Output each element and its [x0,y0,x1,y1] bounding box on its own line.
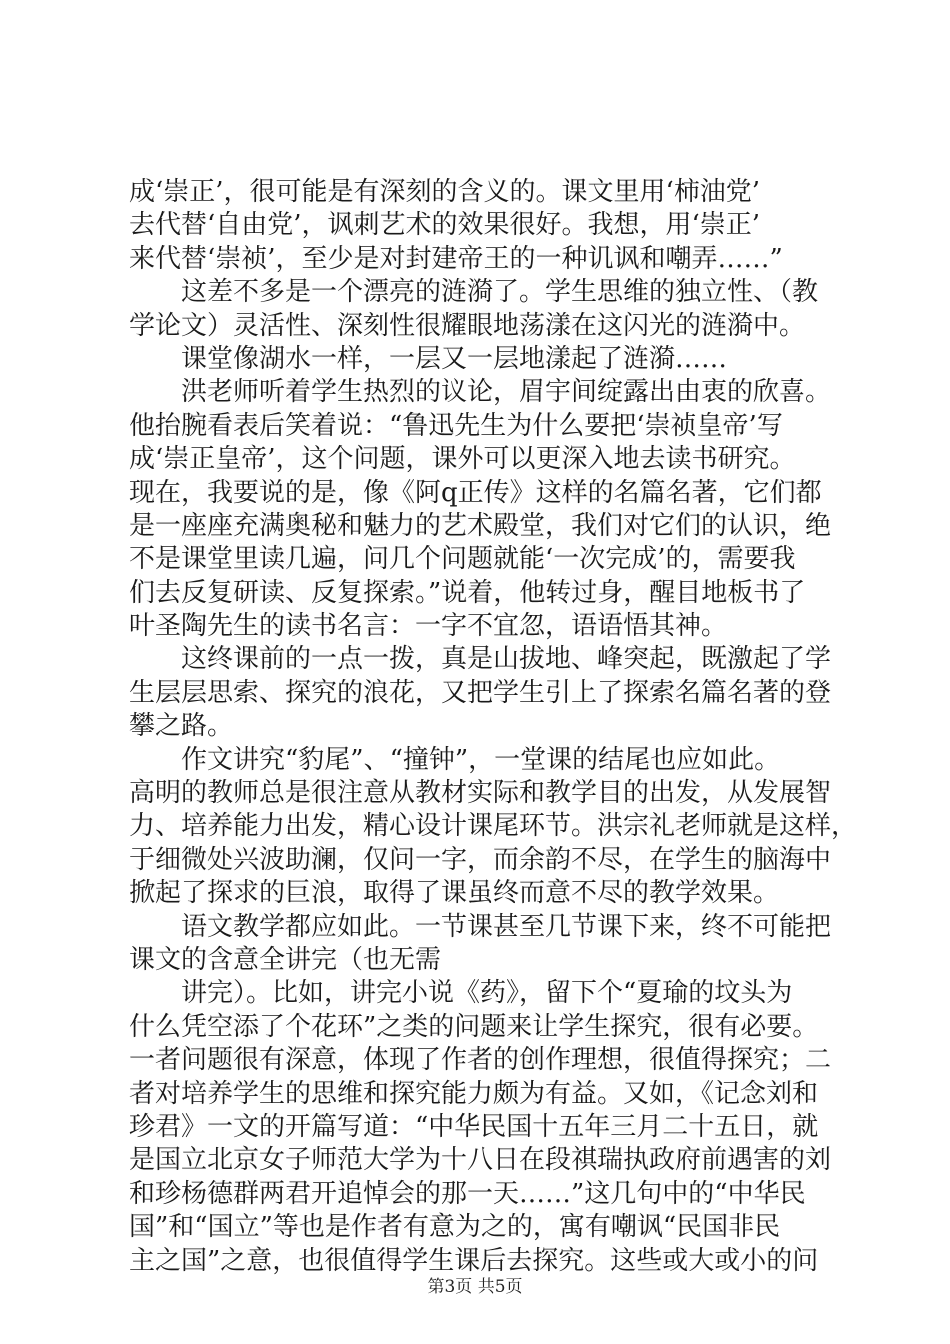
text-line: 这终课前的一点一拨，真是山拔地、峰突起，既激起了学 [129,644,832,675]
text-line: 攀之路。 [129,711,234,742]
body-text [129,176,858,1278]
text-line: 珍君》一文的开篇写道：“中华民国十五年三月二十五日，就 [129,1111,819,1142]
text-line: 是一座座充满奥秘和魅力的艺术殿堂，我们对它们的认识，绝 [129,510,832,541]
text-line: 讲完）。比如，讲完小说《药》，留下个“夏瑜的坟头为 [129,978,793,1009]
text-line: 什么凭空添了个花环”之类的问题来让学生探究，很有必要。 [129,1011,819,1042]
text-line: 于细微处兴波助澜，仅问一字，而余韵不尽，在学生的脑海中 [129,844,832,875]
text-line: 学论文）灵活性、深刻性很耀眼地荡漾在这闪光的涟漪中。 [129,310,806,341]
text-line: 去代替‘自由党’，讽刺艺术的效果很好。我想，用‘崇正’ [129,210,761,241]
text-line: 语文教学都应如此。一节课甚至几节课下来，终不可能把 [129,911,832,942]
text-line: 课堂像湖水一样，一层又一层地漾起了涟漪…… [129,343,728,374]
text-line: 这差不多是一个漂亮的涟漪了。学生思维的独立性、（教 [129,277,819,308]
text-line: 洪老师听着学生热烈的议论，眉宇间绽露出由衷的欣喜。 [129,377,832,408]
text-line: 掀起了探求的巨浪，取得了课虽终而意不尽的教学效果。 [129,878,780,909]
text-line: 力、培养能力出发，精心设计课尾环节。洪宗礼老师就是这样， [129,811,858,842]
text-line: 主之国”之意，也很值得学生课后去探究。这些或大或小的问 [129,1245,819,1276]
text-line: 者对培养学生的思维和探究能力颇为有益。又如，《记念刘和 [129,1078,819,1109]
text-line: 叶圣陶先生的读书名言：一字不宜忽，语语悟其神。 [129,611,728,642]
text-line: 成‘崇正皇帝’，这个问题，课外可以更深入地去读书研究。 [129,444,796,475]
text-line: 一者问题很有深意，体现了作者的创作理想，很值得探究；二 [129,1045,832,1076]
text-line: 不是课堂里读几遍，问几个问题就能‘一次完成’的，需要我 [129,544,796,575]
text-line: 现在，我要说的是，像《阿q正传》这样的名篇名著，它们都 [129,477,822,508]
text-line: 们去反复研读、反复探索。”说着，他转过身，醒目地板书了 [129,577,806,608]
text-line: 他抬腕看表后笑着说：“鲁迅先生为什么要把‘崇祯皇帝’写 [129,410,783,441]
text-line: 和珍杨德群两君开追悼会的那一天……”这几句中的“中华民 [129,1178,806,1209]
text-line: 作文讲究“豹尾”、“撞钟”，一堂课的结尾也应如此。 [129,744,781,775]
text-line: 生层层思索、探究的浪花，又把学生引上了探索名篇名著的登 [129,677,832,708]
text-line: 来代替‘崇祯’，至少是对封建帝王的一种讥讽和嘲弄……” [129,243,783,274]
text-line: 是国立北京女子师范大学为十八日在段祺瑞执政府前遇害的刘 [129,1145,832,1176]
page-number: 第3页 共5页 [427,1277,523,1297]
text-line: 高明的教师总是很注意从教材实际和教学目的出发，从发展智 [129,778,832,809]
text-line: 成‘崇正’，很可能是有深刻的含义的。课文里用‘柿油党’ [129,177,761,207]
text-line: 课文的含意全讲完（也无需 [129,944,442,975]
text-line: 国”和“国立”等也是作者有意为之的，寓有嘲讽“民国非民 [129,1212,781,1243]
